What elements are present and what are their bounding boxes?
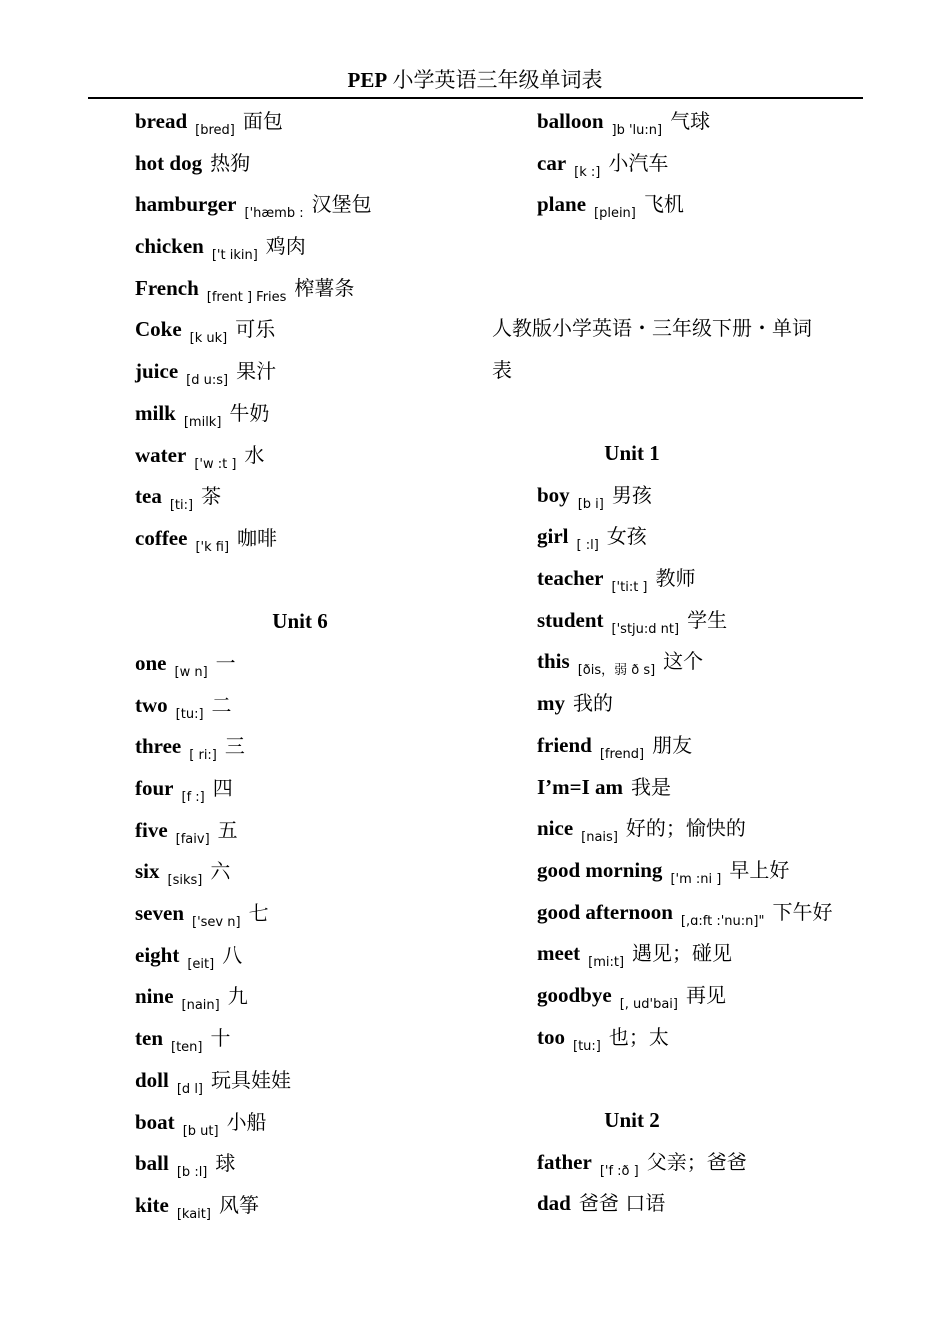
vocab-phonetic: ]b 'lu:n] bbox=[611, 123, 663, 138]
vocab-phonetic: [faiv] bbox=[175, 831, 210, 847]
vocab-phonetic: [, ud'bai] bbox=[619, 996, 678, 1012]
vocab-entry bbox=[135, 1018, 465, 1060]
vocab-meaning: 面包 bbox=[242, 109, 283, 133]
vocab-word: bread bbox=[135, 109, 188, 133]
vocab-word: ten bbox=[135, 1026, 163, 1051]
page-header bbox=[0, 64, 950, 94]
vocab-meaning: 学生 bbox=[687, 607, 728, 632]
vocab-phonetic: [nais] bbox=[581, 830, 618, 846]
vocab-phonetic: ['f :ð ] bbox=[599, 1163, 639, 1179]
vocab-meaning: 女孩 bbox=[606, 524, 647, 549]
vocab-word: meet bbox=[537, 941, 581, 966]
vocab-meaning: 这个 bbox=[663, 649, 704, 674]
vocab-phonetic: [ :l] bbox=[576, 538, 599, 554]
vocab-word: tea bbox=[135, 484, 162, 509]
vocab-entry bbox=[537, 892, 867, 934]
vocab-entry bbox=[537, 683, 867, 725]
vocab-entry bbox=[537, 975, 867, 1017]
vocab-entry bbox=[537, 475, 867, 517]
vocab-entry bbox=[537, 641, 867, 683]
vocab-word: girl bbox=[537, 524, 569, 549]
vocab-meaning: 早上好 bbox=[729, 857, 790, 882]
vocab-phonetic: [kait] bbox=[176, 1206, 211, 1222]
vocab-entry bbox=[135, 226, 465, 268]
vocab-entry bbox=[135, 976, 465, 1018]
vocab-meaning: 果汁 bbox=[236, 359, 277, 384]
vocab-word: juice bbox=[135, 359, 179, 384]
vocab-meaning: 十 bbox=[210, 1026, 231, 1051]
vocab-meaning: 四 bbox=[212, 776, 233, 800]
vocab-word: water bbox=[135, 442, 187, 467]
vocab-phonetic: [d u:s] bbox=[186, 373, 229, 389]
vocab-entry bbox=[135, 309, 465, 351]
vocab-word: kite bbox=[135, 1192, 169, 1217]
vocab-word: French bbox=[135, 275, 199, 300]
vocab-phonetic: [frent ] Fries bbox=[206, 289, 287, 305]
vocab-meaning: 七 bbox=[248, 901, 269, 926]
header-latin: PEP bbox=[347, 68, 388, 92]
vocab-entry bbox=[537, 725, 867, 767]
vocab-entry bbox=[135, 768, 465, 810]
vocab-phonetic: [eit] bbox=[187, 956, 215, 972]
vocab-word: friend bbox=[537, 732, 592, 757]
vocab-entry bbox=[537, 1017, 867, 1059]
vocab-meaning: 水 bbox=[244, 442, 265, 467]
left-column bbox=[135, 101, 465, 1227]
vocab-word: hot dog bbox=[135, 150, 203, 175]
vocab-entry bbox=[537, 933, 867, 975]
vocab-meaning: 风筝 bbox=[218, 1192, 259, 1217]
vocab-word: Coke bbox=[135, 317, 182, 342]
vocab-word: eight bbox=[135, 942, 180, 967]
vocab-meaning: 气球 bbox=[670, 109, 711, 133]
vocab-word: father bbox=[537, 1149, 592, 1174]
vocab-word: goodbye bbox=[537, 982, 612, 1007]
vocab-meaning: 六 bbox=[210, 859, 231, 884]
vocab-phonetic: [milk] bbox=[183, 414, 222, 430]
vocab-phonetic: [d l] bbox=[176, 1081, 203, 1097]
vocab-meaning: 汉堡包 bbox=[311, 192, 372, 217]
vocab-word: coffee bbox=[135, 525, 188, 550]
vocab-meaning: 一 bbox=[215, 650, 236, 675]
vocab-meaning: 我的 bbox=[573, 691, 613, 716]
volume-title-line1: 人教版小学英语・三年级下册・单词 bbox=[492, 316, 812, 340]
vocab-meaning: 可乐 bbox=[235, 317, 276, 342]
vocab-meaning: 球 bbox=[215, 1151, 236, 1176]
vocab-meaning: 牛奶 bbox=[229, 400, 270, 425]
vocab-meaning: 朋友 bbox=[652, 732, 693, 757]
vocab-meaning: 九 bbox=[227, 984, 248, 1009]
vocab-word: plane bbox=[537, 192, 587, 217]
vocab-word: four bbox=[135, 776, 174, 800]
vocab-word: good morning bbox=[537, 857, 663, 882]
volume-title bbox=[492, 308, 862, 391]
vocab-word: boat bbox=[135, 1109, 175, 1134]
volume-title-line2: 表 bbox=[492, 357, 512, 382]
vocab-meaning: 玩具娃娃 bbox=[211, 1067, 291, 1092]
vocab-meaning: 八 bbox=[222, 942, 243, 967]
vocab-phonetic: [f :] bbox=[181, 790, 205, 805]
vocab-phonetic: ['sev n] bbox=[192, 915, 241, 931]
vocab-entry bbox=[537, 558, 867, 600]
vocab-entry bbox=[135, 268, 465, 310]
header-cjk: 小学英语三年级单词表 bbox=[392, 68, 603, 92]
vocab-entry bbox=[537, 184, 867, 226]
vocab-entry bbox=[135, 435, 465, 477]
vocab-meaning: 教师 bbox=[655, 566, 696, 591]
vocab-phonetic: [k uk] bbox=[189, 331, 228, 347]
vocab-entry bbox=[135, 810, 465, 852]
vocab-meaning: 五 bbox=[217, 817, 238, 842]
blank-line bbox=[135, 560, 465, 602]
vocab-phonetic: [b i] bbox=[577, 496, 604, 512]
vocab-word: car bbox=[537, 150, 567, 175]
vocab-word: this bbox=[537, 649, 570, 674]
vocab-entry bbox=[537, 101, 867, 143]
header-rule bbox=[88, 97, 863, 99]
vocab-phonetic: [ten] bbox=[171, 1040, 203, 1056]
blank-line bbox=[537, 1058, 867, 1100]
vocab-meaning: 我是 bbox=[631, 774, 672, 799]
vocab-phonetic: [b :l] bbox=[176, 1165, 208, 1181]
vocab-phonetic: [k :] bbox=[574, 164, 601, 180]
vocab-entry bbox=[135, 184, 465, 226]
vocab-meaning: 三 bbox=[224, 734, 245, 759]
vocab-word: balloon bbox=[537, 109, 604, 133]
vocab-word: one bbox=[135, 650, 167, 675]
vocab-phonetic: [w n] bbox=[174, 664, 208, 680]
vocab-entry bbox=[135, 893, 465, 935]
vocab-phonetic: ['ti:t ] bbox=[611, 580, 648, 596]
vocab-word: six bbox=[135, 859, 160, 884]
vocab-phonetic: [ðis，弱 ð s] bbox=[577, 663, 656, 679]
vocab-phonetic: [bred] bbox=[195, 123, 235, 138]
vocab-meaning: 咖啡 bbox=[237, 525, 278, 550]
vocab-word: chicken bbox=[135, 234, 204, 259]
vocab-word: hamburger bbox=[135, 192, 237, 217]
vocab-word: dad bbox=[537, 1191, 571, 1216]
vocab-entry bbox=[537, 516, 867, 558]
unit-heading: Unit 2 bbox=[604, 1108, 660, 1132]
vocab-word: good afternoon bbox=[537, 899, 673, 924]
vocab-meaning: 飞机 bbox=[643, 192, 684, 217]
vocab-entry bbox=[135, 101, 465, 143]
vocab-meaning: 再见 bbox=[686, 982, 726, 1007]
vocab-entry bbox=[537, 1142, 867, 1184]
vocab-entry bbox=[135, 643, 465, 685]
vocab-word: too bbox=[537, 1024, 565, 1049]
vocab-word: nine bbox=[135, 984, 174, 1009]
vocab-meaning: 遇见；碰见 bbox=[632, 941, 733, 966]
vocab-phonetic: [ti:] bbox=[169, 498, 194, 514]
vocab-entry bbox=[135, 351, 465, 393]
vocab-phonetic: [,ɑ:ft :'nu:n]" bbox=[680, 913, 765, 929]
vocab-phonetic: ['w :t ] bbox=[194, 456, 237, 472]
vocab-entry bbox=[135, 393, 465, 435]
vocab-entry bbox=[135, 1185, 465, 1227]
vocab-phonetic: [tu:] bbox=[175, 706, 204, 722]
vocab-word: milk bbox=[135, 400, 176, 425]
unit-heading: Unit 1 bbox=[604, 441, 660, 465]
vocab-meaning: 小船 bbox=[226, 1109, 267, 1134]
vocab-word: two bbox=[135, 692, 168, 717]
vocab-meaning: 二 bbox=[211, 692, 232, 717]
vocab-word: five bbox=[135, 817, 168, 842]
vocab-entry bbox=[537, 767, 867, 809]
vocab-phonetic: [ ri:] bbox=[189, 748, 217, 764]
vocab-entry bbox=[537, 850, 867, 892]
vocab-word: nice bbox=[537, 816, 574, 841]
vocab-entry bbox=[537, 808, 867, 850]
vocab-word: seven bbox=[135, 901, 184, 926]
vocab-meaning: 热狗 bbox=[210, 150, 251, 175]
vocab-phonetic: ['t ikin] bbox=[211, 248, 258, 264]
vocab-entry bbox=[135, 935, 465, 977]
vocab-phonetic: [mi:t] bbox=[588, 955, 625, 971]
right-column-top bbox=[537, 101, 867, 226]
vocab-word: boy bbox=[537, 482, 570, 507]
vocab-phonetic: [siks] bbox=[167, 873, 203, 889]
vocab-meaning: 榨薯条 bbox=[294, 275, 355, 300]
vocab-meaning: 好的；愉快的 bbox=[625, 816, 746, 841]
vocab-phonetic: [nain] bbox=[181, 998, 220, 1014]
vocab-word: three bbox=[135, 734, 182, 759]
vocab-phonetic: ['m :ni ] bbox=[670, 871, 722, 887]
vocab-entry bbox=[135, 476, 465, 518]
vocab-entry bbox=[135, 685, 465, 727]
vocab-meaning: 茶 bbox=[201, 484, 222, 509]
vocab-meaning: 下午好 bbox=[772, 899, 833, 924]
vocab-word: my bbox=[537, 691, 565, 716]
vocab-phonetic: [plein] bbox=[594, 206, 636, 222]
vocab-meaning: 男孩 bbox=[611, 482, 652, 507]
vocab-entry bbox=[537, 600, 867, 642]
vocab-word: doll bbox=[135, 1067, 169, 1092]
vocab-meaning: 爸爸 口语 bbox=[578, 1191, 666, 1216]
vocab-phonetic: ['stju:d nt] bbox=[611, 621, 680, 637]
vocab-meaning: 也；太 bbox=[608, 1024, 669, 1049]
vocab-word: I’m=I am bbox=[537, 774, 624, 799]
vocab-word: teacher bbox=[537, 566, 604, 591]
vocab-phonetic: [b ut] bbox=[182, 1123, 219, 1139]
vocab-entry bbox=[135, 1102, 465, 1144]
vocab-entry bbox=[135, 143, 465, 185]
vocab-entry bbox=[537, 1183, 867, 1225]
vocab-meaning: 鸡肉 bbox=[265, 234, 306, 259]
vocab-entry bbox=[135, 518, 465, 560]
vocab-word: student bbox=[537, 607, 604, 632]
unit-heading: Unit 6 bbox=[272, 609, 328, 634]
vocab-phonetic: [frend] bbox=[599, 746, 645, 762]
vocab-entry bbox=[135, 1060, 465, 1102]
vocab-entry bbox=[135, 1143, 465, 1185]
vocab-meaning: 父亲；爸爸 bbox=[646, 1149, 747, 1174]
vocab-entry bbox=[537, 143, 867, 185]
vocab-meaning: 小汽车 bbox=[608, 150, 669, 175]
vocab-entry bbox=[135, 726, 465, 768]
vocab-word: ball bbox=[135, 1151, 169, 1176]
vocab-entry bbox=[135, 851, 465, 893]
vocab-phonetic: [tu:] bbox=[573, 1038, 601, 1054]
right-column-bottom bbox=[537, 433, 867, 1225]
vocab-phonetic: ['hæmb : bbox=[244, 206, 304, 222]
vocab-phonetic: ['k fi] bbox=[195, 539, 230, 555]
